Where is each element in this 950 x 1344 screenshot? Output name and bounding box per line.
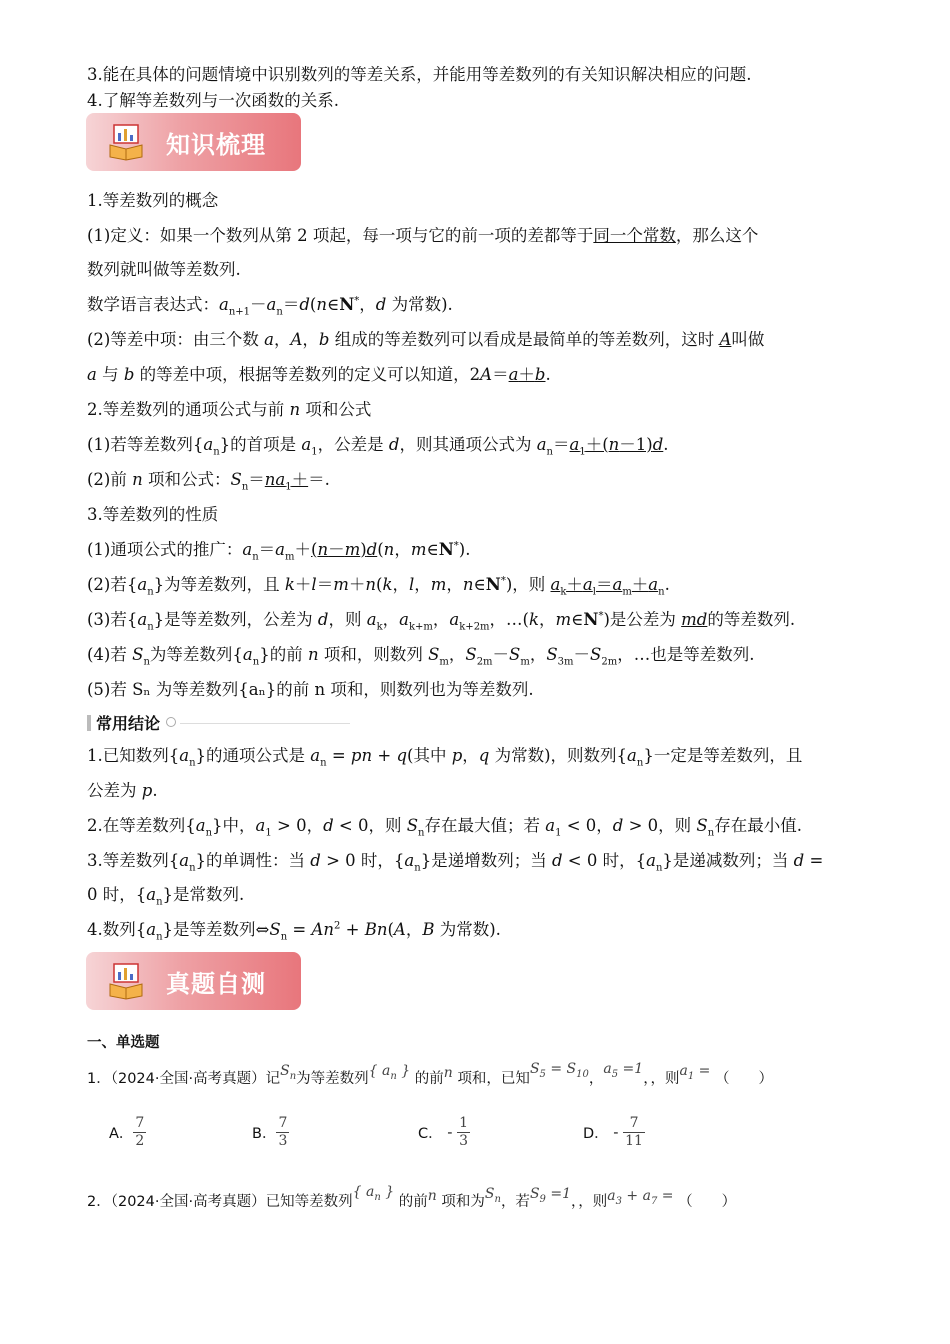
option-b[interactable]: B． $\frac{7}{3}$ bbox=[252, 1115, 288, 1149]
sum-formula-line: (2)前 n 项和公式：$S_n=na_1+=$. bbox=[87, 470, 330, 493]
banner-title: 知识梳理 bbox=[166, 131, 266, 159]
conclusion-3: 3.等差数列$\{a_n\}$的单调性：当 d > 0 时，$\{a_n\}$是递增数列；当 d < 0 时，$\{a_n\}$是递减数列；当 d = bbox=[87, 851, 824, 874]
heading-properties: 3.等差数列的性质 bbox=[87, 505, 219, 524]
exam-banner bbox=[86, 952, 301, 1010]
question-2: 2．（2024·全国·高考真题）已知等差数列{ $a_n$ } 的前n 项和为$S_n$，若$S_9 =1$，，则$a_3 + a_7$ = （ ） bbox=[87, 1184, 737, 1210]
property-2: (2)若$\{a_n\}$为等差数列，且 k＋l＝m＋n(k，l，m，n∈N*)，则 $a_k+a_l=a_m+a_n$. bbox=[87, 575, 670, 598]
objective-4: 4.了解等差数列与一次函数的关系. bbox=[87, 91, 339, 110]
conclusion-1-cont: 公差为 p. bbox=[87, 781, 158, 800]
banner-title: 真题自测 bbox=[166, 970, 266, 998]
definition-cont: 数列就叫做等差数列. bbox=[87, 260, 241, 279]
heading-concept: 1.等差数列的概念 bbox=[87, 191, 219, 210]
property-3: (3)若$\{a_n\}$是等差数列，公差为 d，则 $a_k$，$a_{k+m}$，$a_{k+2m}$，…(k，m∈N*)是公差为 md的等差数列. bbox=[87, 610, 796, 633]
objective-3: 3.能在具体的问题情境中识别数列的等差关系，并能用等差数列的有关知识解决相应的问题. bbox=[87, 65, 752, 84]
property-5: (5)若 Sₙ 为等差数列{aₙ}的前 n 项和，则数列也为等差数列. bbox=[87, 680, 534, 699]
general-term-line: (1)若等差数列$\{a_n\}$的首项是 $a_1$，公差是 d，则其通项公式为 $a_n=a_1+(n-1)d$. bbox=[87, 435, 669, 458]
conclusion-1: 1.已知数列$\{a_n\}$的通项公式是 $a_n$ = pn + q(其中 p，q 为常数)，则数列$\{a_n\}$一定是等差数列，且 bbox=[87, 746, 803, 769]
book-chart-icon bbox=[106, 121, 146, 161]
property-1: (1)通项公式的推广：$a_n=a_m+(n-m)d(n$，m∈N*). bbox=[87, 540, 471, 563]
section-title: 一、单选题 bbox=[87, 1035, 160, 1051]
middle-term-line: (2)等差中项：由三个数 a，A，b 组成的等差数列可以看成是最简单的等差数列，这时 A叫做 bbox=[87, 330, 765, 349]
property-4: (4)若 $S_n$为等差数列$\{a_n\}$的前 n 项和，则数列 $S_m$，$S_{2m}-S_m$，$S_{3m}-S_{2m}$，…也是等差数列. bbox=[87, 645, 755, 668]
conclusion-4: 4.数列$\{a_n\}$是等差数列$\Leftrightarrow S_n = An^2 + Bn(A$，B 为常数). bbox=[87, 920, 501, 943]
math-expression: 数学语言表达式：$a_{n+1}-a_n=d(n\in N^*$，d 为常数). bbox=[87, 295, 453, 318]
middle-term-cont: a 与 b 的等差中项，根据等差数列的定义可以知道，2A＝a＋b. bbox=[87, 365, 551, 384]
heading-formula: 2.等差数列的通项公式与前 n 项和公式 bbox=[87, 400, 372, 419]
option-a[interactable]: A． $\frac{7}{2}$ bbox=[109, 1115, 145, 1149]
option-d[interactable]: D． - $\frac{7}{11}$ bbox=[583, 1115, 643, 1149]
conclusion-2: 2.在等差数列$\{a_n\}$中，$a_1 > 0$，d < 0，则 $S_n$存在最大值；若 $a_1 < 0$，d > 0，则 $S_n$存在最小值. bbox=[87, 816, 802, 839]
conclusion-3-cont: 0 时，$\{a_n\}$是常数列. bbox=[87, 885, 245, 908]
option-c[interactable]: C． - $\frac{1}{3}$ bbox=[418, 1115, 468, 1149]
book-chart-icon bbox=[106, 960, 146, 1000]
conclusions-heading: 常用结论 bbox=[87, 711, 350, 734]
knowledge-banner bbox=[86, 113, 301, 171]
definition-line: (1)定义：如果一个数列从第 2 项起，每一项与它的前一项的差都等于同一个常数，那么这个 bbox=[87, 226, 759, 245]
question-1: 1．（2024·全国·高考真题）记$S_n$为等差数列{ $a_n$ } 的前n 项和，已知$S_5 = S_{10}$，$a_5 =1$，，则$a_1$ = （ ） bbox=[87, 1061, 773, 1087]
